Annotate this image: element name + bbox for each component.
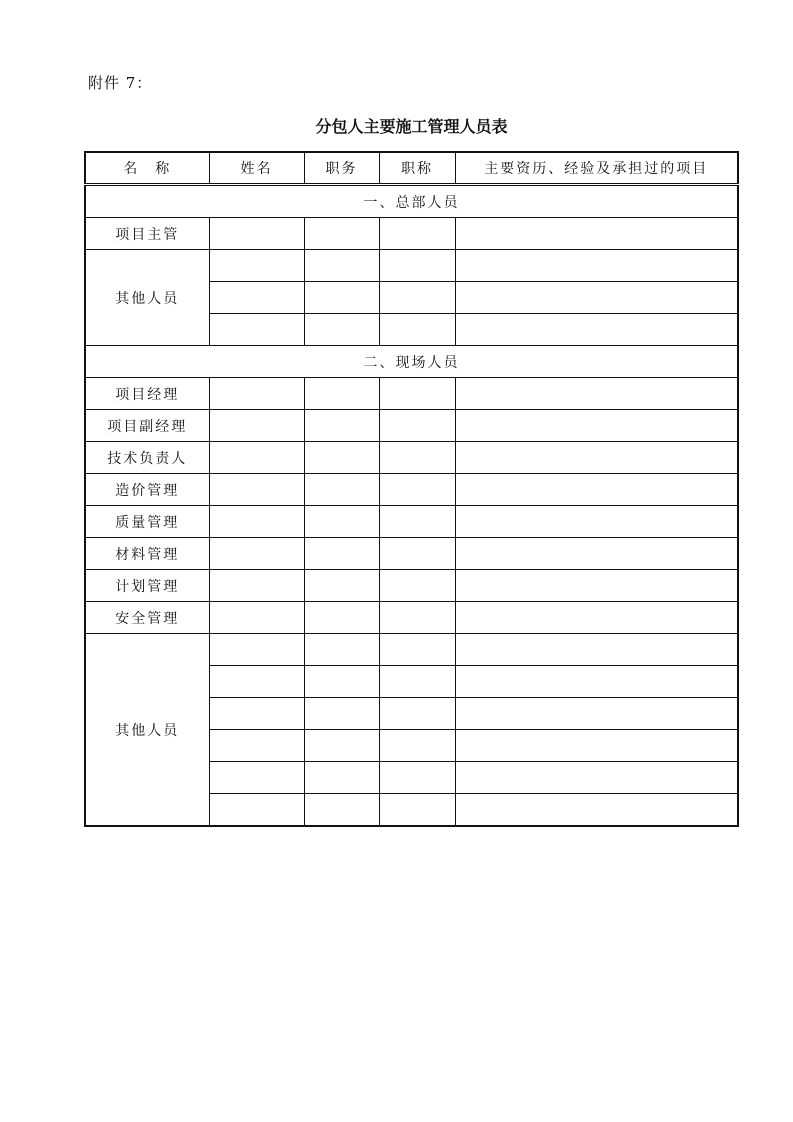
table-row xyxy=(85,602,738,634)
table-cell xyxy=(304,570,379,602)
table-cell xyxy=(209,698,304,730)
table-cell xyxy=(455,602,738,634)
role-label: 项目主管 xyxy=(85,218,209,250)
table-row xyxy=(85,250,738,282)
section-heading-row xyxy=(85,185,738,218)
table-cell xyxy=(304,538,379,570)
table-cell xyxy=(455,506,738,538)
table-cell xyxy=(304,730,379,762)
table-cell xyxy=(455,762,738,794)
table-cell xyxy=(209,282,304,314)
table-cell xyxy=(209,218,304,250)
table-row xyxy=(85,218,738,250)
staff-table xyxy=(84,151,739,827)
header-person-name: 姓名 xyxy=(209,152,304,185)
section-heading: 一、总部人员 xyxy=(85,185,738,218)
table-row xyxy=(85,474,738,506)
table-cell xyxy=(379,474,455,506)
role-label: 技术负责人 xyxy=(85,442,209,474)
table-cell xyxy=(209,410,304,442)
table-cell xyxy=(379,698,455,730)
table-cell xyxy=(209,602,304,634)
role-label: 计划管理 xyxy=(85,570,209,602)
table-cell xyxy=(379,730,455,762)
table-row xyxy=(85,570,738,602)
table-body xyxy=(85,185,738,827)
role-label: 项目经理 xyxy=(85,378,209,410)
table-cell xyxy=(304,282,379,314)
table-cell xyxy=(209,794,304,827)
role-label: 安全管理 xyxy=(85,602,209,634)
table-cell xyxy=(304,698,379,730)
role-label: 材料管理 xyxy=(85,538,209,570)
table-cell xyxy=(455,250,738,282)
table-cell xyxy=(304,602,379,634)
table-cell xyxy=(455,442,738,474)
table-cell xyxy=(209,250,304,282)
table-row xyxy=(85,378,738,410)
table-cell xyxy=(379,634,455,666)
table-cell xyxy=(455,794,738,827)
table-cell xyxy=(304,410,379,442)
table-cell xyxy=(304,314,379,346)
table-cell xyxy=(209,506,304,538)
table-row xyxy=(85,410,738,442)
table-cell xyxy=(455,218,738,250)
header-position: 职务 xyxy=(304,152,379,185)
table-cell xyxy=(455,410,738,442)
header-experience: 主要资历、经验及承担过的项目 xyxy=(455,152,738,185)
table-row xyxy=(85,506,738,538)
table-header-row xyxy=(85,152,738,185)
table-cell xyxy=(379,378,455,410)
table-cell xyxy=(379,794,455,827)
table-cell xyxy=(379,410,455,442)
table-cell xyxy=(455,314,738,346)
table-cell xyxy=(379,762,455,794)
table-cell xyxy=(379,442,455,474)
section-heading: 二、现场人员 xyxy=(85,346,738,378)
table-cell xyxy=(304,218,379,250)
table-cell xyxy=(455,538,738,570)
header-title: 职称 xyxy=(379,152,455,185)
table-cell xyxy=(209,634,304,666)
table-cell xyxy=(379,314,455,346)
table-cell xyxy=(379,218,455,250)
table-row xyxy=(85,538,738,570)
attachment-label: 附件 7： xyxy=(88,74,153,92)
table-cell xyxy=(304,378,379,410)
role-label: 造价管理 xyxy=(85,474,209,506)
table-cell xyxy=(455,474,738,506)
table-cell xyxy=(209,474,304,506)
table-cell xyxy=(379,250,455,282)
table-cell xyxy=(379,538,455,570)
table-cell xyxy=(455,282,738,314)
table-row xyxy=(85,442,738,474)
table-cell xyxy=(209,442,304,474)
role-label-other: 其他人员 xyxy=(85,250,209,346)
table-cell xyxy=(379,282,455,314)
table-cell xyxy=(304,794,379,827)
role-label: 质量管理 xyxy=(85,506,209,538)
table-cell xyxy=(209,570,304,602)
table-cell xyxy=(304,442,379,474)
header-name-col: 名 称 xyxy=(85,152,209,185)
table-cell xyxy=(379,570,455,602)
table-cell xyxy=(455,634,738,666)
table-cell xyxy=(304,762,379,794)
table-cell xyxy=(209,538,304,570)
section-heading-row xyxy=(85,346,738,378)
table-cell xyxy=(379,506,455,538)
page-title: 分包人主要施工管理人员表 xyxy=(315,117,508,136)
table-cell xyxy=(455,730,738,762)
table-cell xyxy=(209,378,304,410)
table-row xyxy=(85,634,738,666)
table-cell xyxy=(455,378,738,410)
table-cell xyxy=(304,506,379,538)
table-cell xyxy=(209,762,304,794)
table-cell xyxy=(455,666,738,698)
table-cell xyxy=(304,634,379,666)
role-label-other: 其他人员 xyxy=(85,634,209,827)
table-cell xyxy=(209,666,304,698)
table-cell xyxy=(209,730,304,762)
table-cell xyxy=(379,666,455,698)
table-cell xyxy=(304,474,379,506)
table-cell xyxy=(304,250,379,282)
table-cell xyxy=(455,570,738,602)
table-cell xyxy=(209,314,304,346)
table-cell xyxy=(379,602,455,634)
role-label: 项目副经理 xyxy=(85,410,209,442)
table-cell xyxy=(304,666,379,698)
table-cell xyxy=(455,698,738,730)
